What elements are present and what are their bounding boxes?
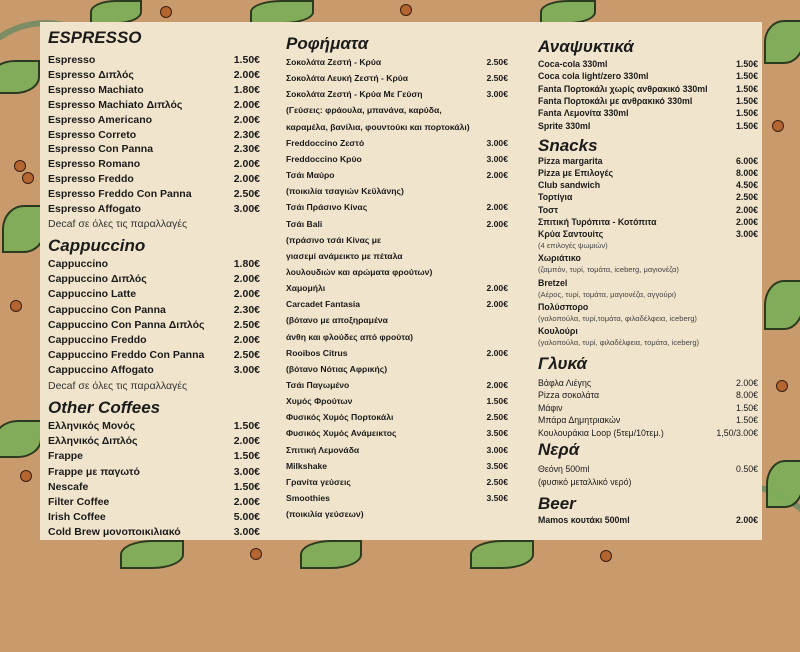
menu-item-name: Τσάι Παγωμένο [286,380,350,390]
menu-item-name: Espresso Correto [48,128,137,141]
menu-item-name: Σοκολάτα Ζεστή - Κρύα Με Γεύση [286,89,423,100]
coffee-bean-icon [20,470,32,482]
coffee-bean-icon [776,380,788,392]
menu-item-name: λουλουδιών και αρώματα φρούτων) [286,266,433,277]
menu-item-price: 2.00€ [486,202,508,213]
menu-item-price: 1.50€ [735,71,758,82]
menu-item-name: Θεόνη 500ml [538,464,590,474]
menu-item-name: Pizza σοκολάτα [538,390,600,401]
coffee-bean-icon [250,548,262,560]
menu-item-price: 2.30€ [233,303,260,316]
menu-item-name: Γρανίτα γεύσεις [286,476,351,487]
section-title-beer: Beer [538,494,576,513]
menu-item-price: 3.50€ [486,493,508,504]
menu-item-name: Frappe με παγωτό [48,465,140,478]
menu-item-price: 2.00€ [486,299,508,310]
menu-item-name: Cappuccino Con Panna Διπλός [48,318,205,331]
menu-item-name: Ελληνικός Μονός [48,420,136,432]
menu-item-name: Cappuccino Freddo [48,334,147,346]
menu-item-price: 2.00€ [735,216,758,227]
menu-item-name: Σπιτική Λεμονάδα [286,444,360,455]
menu-item-name: (ποικιλία τσαγιών Κεϋλάνης) [286,186,404,197]
menu-item-name: γιασεμί ανάμεικτο με πέταλα [286,250,403,261]
menu-item-name: Cappuccino Freddo Con Panna [48,349,205,362]
menu-item-name: Χυμός Φρούτων [286,396,353,407]
section-title-other-coffees: Other Coffees [48,398,161,417]
coffee-bean-icon [400,4,412,16]
menu-item-price: 1.50€ [735,95,758,106]
menu-item-price: 2.50€ [486,476,508,487]
menu-item-name: Ελληνικός Διπλός [48,435,138,448]
section-title-espresso: ESPRESSO [48,28,142,47]
menu-item-name: Χαμομήλι [286,283,326,294]
menu-item-name: Σπιτική Τυρόπιτα - Κοτόπιτα [538,216,657,227]
menu-item-price: 3.00€ [486,89,508,100]
menu-item-name: Μπάρα Δημητριακών [538,415,621,426]
section-title-sweets: Γλυκά [538,354,588,373]
leaf-icon [764,20,800,64]
menu-item-price: 6.00€ [735,156,758,166]
menu-item-name: Espresso Affogato [48,203,141,215]
coffee-bean-icon [22,172,34,184]
menu-item-price: 2.50€ [486,412,508,423]
menu-item-name: Fanta Λεμονίτα 330ml [538,108,629,119]
menu-item-name: Τσάι Μαύρο [286,170,335,181]
menu-item-name: Μάφιν [538,402,563,413]
coffee-bean-icon [600,550,612,562]
menu-item-name: (Αέρος, τυρί, τομάτα, μαγιονέζα, αγγούρι) [538,289,677,299]
menu-item-price: 2.50€ [233,318,260,331]
menu-item-name: Frappe [48,450,84,463]
menu-item-price: 8.00€ [735,168,758,179]
menu-item-name: Bretzel [538,277,568,288]
menu-item-name: Club sandwich [538,180,601,191]
menu-item-name: Σοκολάτα Λευκή Ζεστή - Κρύα [286,73,409,84]
menu-item-name: άνθη και φλούδες από φρούτα) [286,331,413,342]
menu-item-name: Κουλούρι [538,326,578,337]
menu-item-name: Πολύσπορο [538,301,589,312]
menu-item-price: 2.00€ [233,173,260,186]
menu-item-name: Espresso Con Panna [48,143,154,156]
note-text: Decaf σε όλες τις παραλλαγές [48,217,188,230]
coffee-bean-icon [14,160,26,172]
menu-item-price: 2.50€ [233,188,260,201]
menu-item-price: 1.50€ [735,120,758,131]
menu-item-price: 4.50€ [735,180,758,191]
menu-item-name: Pizza margarita [538,156,603,166]
menu-item-price: 3.00€ [486,153,508,164]
menu-item-price: 2.00€ [486,170,508,181]
menu-item-name: (Γεύσεις: φράουλα, μπανάνα, καρύδα, [286,105,442,116]
menu-item-name: Cappuccino Affogato [48,364,154,377]
menu-item-name: (γαλοπούλα, τυρί, φιλαδέλφεια, τομάτα, iceberg) [538,338,700,348]
note-text: Decaf σε όλες τις παραλλαγές [48,379,188,392]
menu-item-name: Mamos κουτάκι 500ml [538,515,630,525]
menu-item-name: Espresso Machiato Διπλός [48,98,183,111]
menu-item-price: 2.00€ [233,113,260,126]
menu-item-price: 1.50€ [735,59,758,69]
menu-card [40,22,762,540]
menu-item-name: Cappuccino Latte [48,288,137,301]
menu-item-price: 1.50€ [233,420,260,432]
section-title-water: Νερά [538,440,580,459]
coffee-bean-icon [772,120,784,132]
menu-item-name: (ποικιλία γεύσεων) [286,509,364,520]
menu-item-price: 1.50€ [486,396,508,407]
menu-item-price: 2.30€ [233,128,260,141]
menu-item-name: Nescafe [48,480,89,493]
menu-item-name: Κουλουράκια Loop (5τεμ/10τεμ.) [538,427,664,438]
leaf-icon [764,280,800,330]
menu-item-name: (γαλοπούλα, τυρί,τομάτα, φιλαδέλφεια, iceberg) [538,313,697,323]
leaf-icon [90,0,142,24]
menu-item-price: 3.00€ [486,444,508,455]
menu-item-name: Carcadet Fantasia [286,299,361,310]
menu-item-name: (βότανο με αποξηραμένα [286,315,388,326]
menu-item-price: 1.80€ [233,258,260,270]
menu-item-name: Τσάι Πράσινο Κίνας [286,202,368,213]
coffee-bean-icon [160,6,172,18]
menu-item-name: (φυσικό μεταλλικό νερό) [538,477,632,487]
menu-item-name: Filter Coffee [48,496,110,508]
menu-item-name: Freddoccino Ζεστό [286,137,365,148]
menu-item-name: Fanta Πορτοκάλι με ανθρακικό 330ml [538,95,693,106]
menu-item-name: Βάφλα Λιέγης [538,378,592,388]
menu-item-name: Χωριάτικο [538,253,581,264]
menu-item-name: Espresso [48,54,96,66]
menu-item-price: 2.50€ [233,349,260,362]
menu-item-price: 1,50/3.00€ [716,427,758,438]
menu-item-name: Espresso Romano [48,158,141,171]
menu-item-name: Φυσικός Χυμός Πορτοκάλι [286,412,394,423]
menu-item-price: 0.50€ [735,464,758,474]
leaf-icon [0,420,42,458]
menu-item-price: 3.00€ [735,228,758,239]
menu-item-name: Τοστ [538,204,559,215]
menu-item-price: 2.50€ [486,73,508,84]
menu-item-name: (4 επιλογές ψωμιών) [538,241,608,251]
menu-item-name: (ζαμπόν, τυρί, τομάτα, iceberg, μαγιονέζα) [538,265,679,275]
leaf-icon [250,0,314,24]
menu-item-name: Espresso Freddo [48,173,134,186]
menu-item-price: 2.00€ [233,496,260,508]
menu-item-name: Coca cola light/zero 330ml [538,71,649,82]
coffee-bean-icon [10,300,22,312]
menu-item-price: 2.50€ [486,57,508,67]
menu-item-name: Cappuccino Διπλός [48,273,147,286]
menu-item-name: Τσάι Bali [286,218,323,229]
menu-item-price: 3.50€ [486,428,508,439]
menu-item-price: 3.00€ [233,203,260,215]
menu-item-price: 1.50€ [233,450,260,463]
menu-item-name: Cappuccino [48,258,109,270]
section-title-rofimata: Ροφήματα [286,34,369,53]
menu-item-price: 2.00€ [486,218,508,229]
menu-item-name: Irish Coffee [48,511,106,524]
menu-item-price: 1.50€ [233,480,260,493]
menu-item-price: 2.00€ [233,334,260,346]
menu-item-price: 2.00€ [486,347,508,358]
leaf-icon [766,460,800,508]
menu-item-price: 5.00€ [233,511,260,524]
menu-item-price: 2.00€ [735,204,758,215]
menu-item-price: 1.50€ [735,83,758,94]
section-title-soft-drinks: Αναψυκτικά [538,37,634,56]
menu-item-name: Φυσικός Χυμός Ανάμεικτος [286,428,397,439]
menu-item-name: Coca-cola 330ml [538,59,608,69]
menu-item-name: Espresso Americano [48,113,153,126]
menu-item-price: 2.00€ [233,435,260,448]
menu-item-price: 3.00€ [233,526,260,539]
menu-item-name: Τορτίγια [538,192,573,203]
menu-item-name: Σοκολάτα Ζεστή - Κρύα [286,57,382,67]
menu-item-name: Smoothies [286,493,330,504]
menu-item-price: 2.00€ [486,380,508,390]
menu-item-name: Pizza με Επιλογές [538,168,614,179]
menu-item-price: 2.00€ [233,273,260,286]
menu-item-price: 3.00€ [233,465,260,478]
menu-item-price: 3.00€ [233,364,260,377]
menu-item-name: Cold Brew μονοποικιλιακό [48,526,181,539]
menu-item-name: Espresso Machiato [48,83,144,96]
leaf-icon [540,0,596,24]
menu-item-price: 2.00€ [735,378,758,388]
menu-item-price: 2.00€ [233,158,260,171]
menu-item-price: 2.00€ [233,98,260,111]
menu-item-name: Cappuccino Con Panna [48,303,166,316]
menu-item-name: Rooibos Citrus [286,347,348,358]
menu-item-name: Espresso Διπλός [48,68,134,81]
menu-item-name: καραμέλα, βανίλια, φουντούκι και πορτοκάλι) [286,121,470,132]
menu-item-price: 2.00€ [735,515,758,525]
section-title-cappuccino: Cappuccino [48,236,146,255]
menu-item-price: 1.80€ [233,83,260,96]
menu-item-price: 2.30€ [233,143,260,156]
menu-item-price: 2.00€ [233,68,260,81]
menu-item-name: Fanta Πορτοκάλι χωρίς ανθρακικό 330ml [538,83,708,94]
menu-item-name: Milkshake [286,460,328,471]
menu-item-name: Sprite 330ml [538,120,591,131]
menu-item-name: (πράσινο τσάι Κίνας με [286,234,382,245]
menu-item-price: 1.50€ [233,54,260,66]
section-title-snacks: Snacks [538,136,598,155]
menu-item-price: 1.50€ [735,402,758,413]
menu-item-price: 3.00€ [486,137,508,148]
menu-item-name: Espresso Freddo Con Panna [48,188,192,201]
menu-item-name: (βότανο Νότιας Αφρικής) [286,363,388,374]
menu-item-name: Κρύα Σαντουίτς [538,228,604,239]
menu-item-price: 2.00€ [486,283,508,294]
menu-item-price: 2.00€ [233,288,260,301]
menu-item-price: 1.50€ [735,415,758,426]
menu-item-price: 8.00€ [735,390,758,401]
menu-item-price: 3.50€ [486,460,508,471]
menu-item-price: 2.50€ [735,192,758,203]
menu-item-name: Freddoccino Κρύο [286,153,362,164]
menu-item-price: 1.50€ [735,108,758,119]
